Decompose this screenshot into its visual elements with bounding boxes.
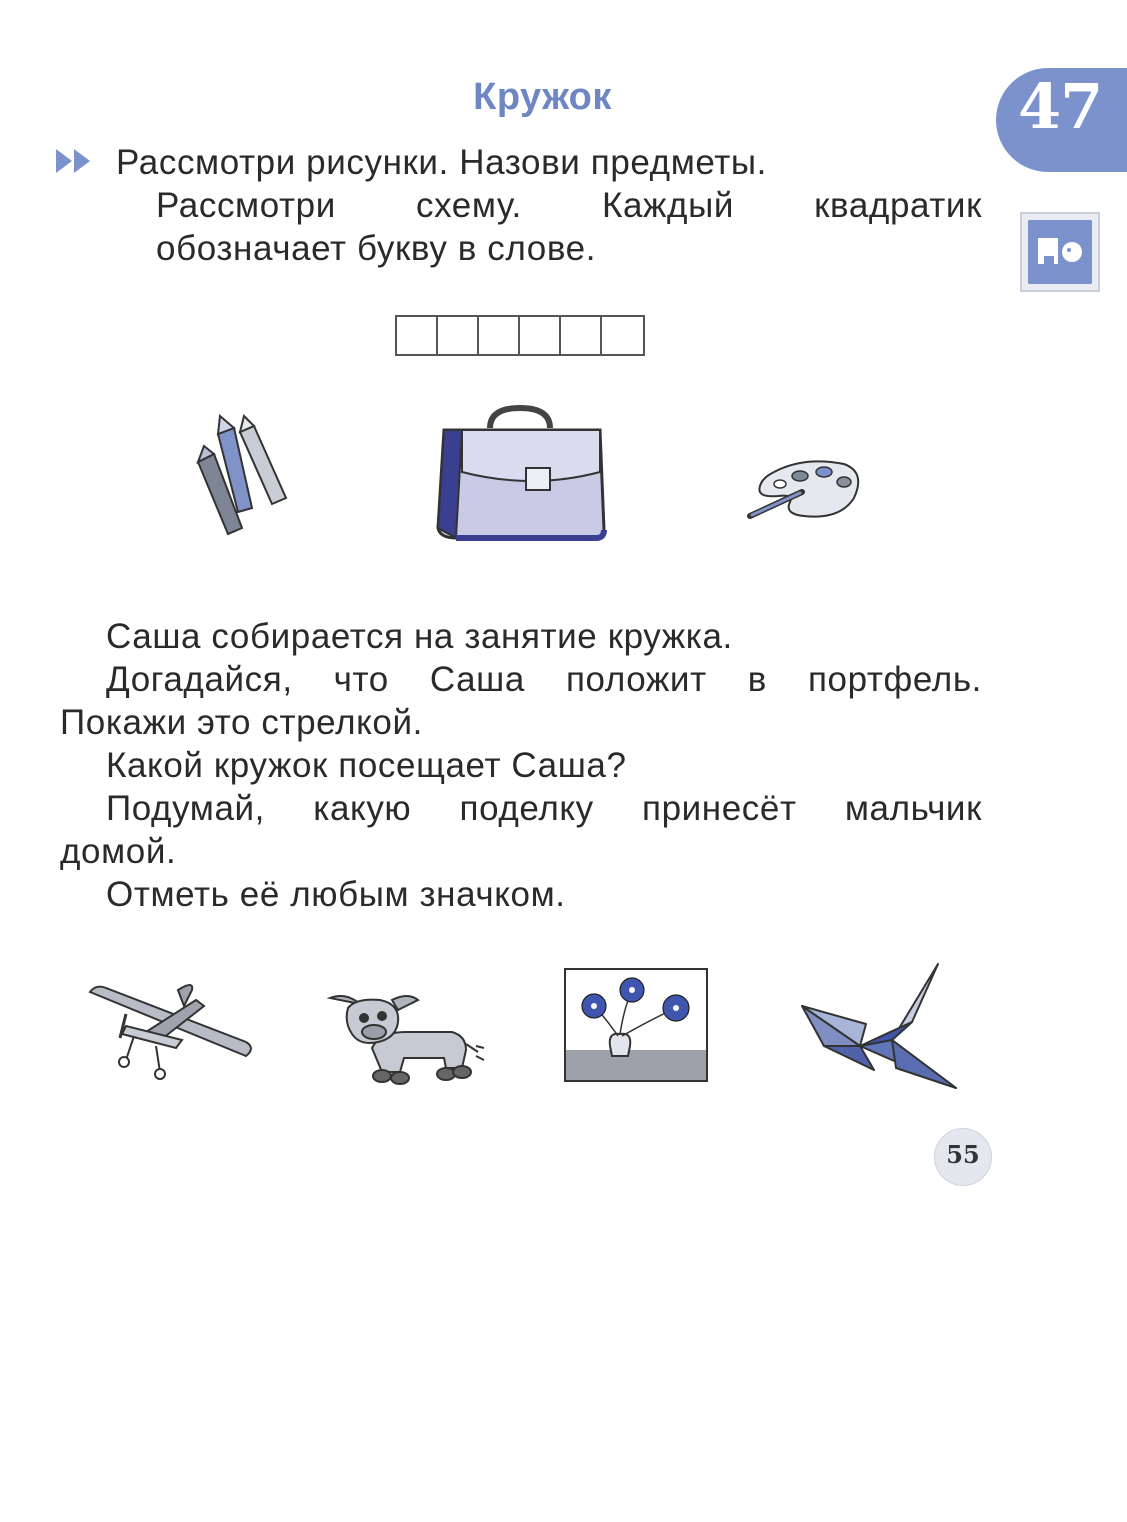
palette-picture xyxy=(744,458,864,528)
pencils-picture xyxy=(190,410,300,540)
body-line-1: Саша собирается на занятие кружка. xyxy=(106,617,733,656)
page-number: 55 xyxy=(946,1140,980,1169)
scheme-cell xyxy=(520,317,561,354)
page-title: Кружок xyxy=(473,76,612,118)
airplane-picture xyxy=(86,976,256,1086)
origami-crane-picture xyxy=(800,962,960,1092)
scheme-cell xyxy=(602,317,643,354)
body-line-3: Покажи это стрелкой. xyxy=(60,703,423,742)
workbook-icon xyxy=(1020,212,1100,292)
scheme-cell xyxy=(438,317,479,354)
lesson-number: 47 xyxy=(1018,70,1103,143)
donkey-toy-picture xyxy=(326,988,486,1088)
word-scheme xyxy=(395,315,645,356)
instruction-line-1: Рассмотри рисунки. Назови предметы. xyxy=(116,143,767,182)
instruction-line-2: Рассмотри схему. Каждый квадратик xyxy=(156,186,982,225)
body-line-4: Какой кружок посещает Саша? xyxy=(106,746,627,785)
body-line-2: Догадайся, что Саша положит в портфель. xyxy=(106,660,982,699)
body-line-6: домой. xyxy=(60,832,177,871)
scheme-cell xyxy=(561,317,602,354)
briefcase-picture xyxy=(432,404,612,544)
flower-painting-picture xyxy=(564,968,710,1084)
scheme-cell xyxy=(397,317,438,354)
task-arrow-icon xyxy=(56,147,96,175)
body-line-5: Подумай, какую поделку принесёт мальчик xyxy=(106,789,982,828)
instruction-line-3: обозначает букву в слове. xyxy=(156,229,597,268)
body-line-7: Отметь её любым значком. xyxy=(106,875,566,914)
scheme-cell xyxy=(479,317,520,354)
